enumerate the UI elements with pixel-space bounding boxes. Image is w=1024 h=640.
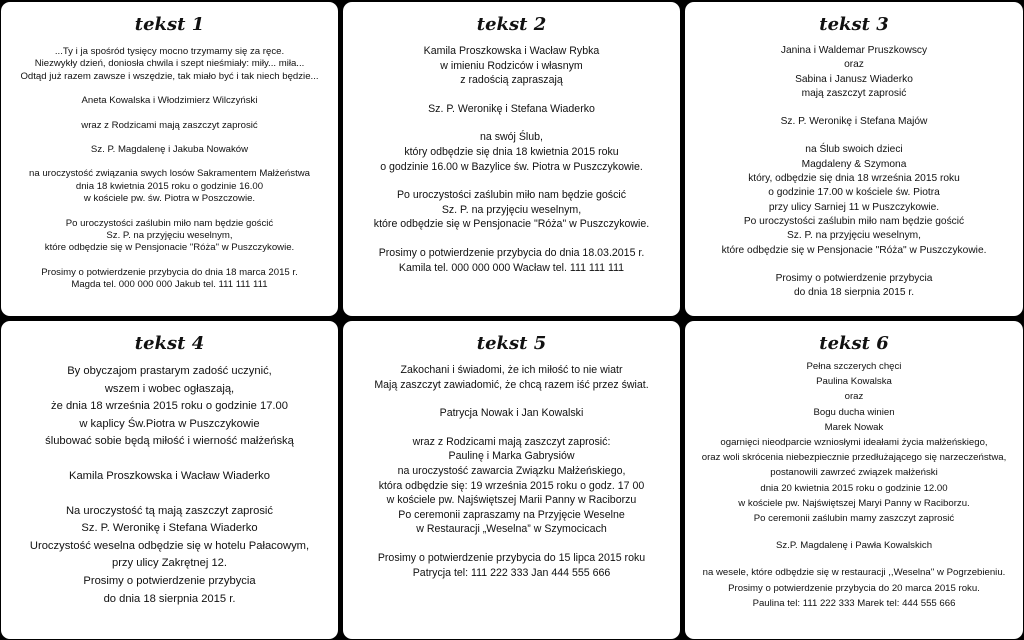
text-paragraph bbox=[349, 102, 674, 117]
text-line: o godzinie 17.00 w kościele św. Piotra bbox=[768, 187, 940, 199]
text-paragraph bbox=[7, 95, 332, 107]
text-line: wraz z Rodzicami mają zaszczyt zaprosić: bbox=[412, 435, 611, 448]
text-line: Paulinę i Marka Gabrysiów bbox=[448, 450, 575, 463]
text-line: Po uroczystości zaślubin miło nam będzie gościć bbox=[396, 189, 627, 202]
text-line: w Restauracji „Weselna” w Szymocicach bbox=[416, 523, 607, 536]
text-paragraph bbox=[691, 538, 1017, 553]
text-paragraph bbox=[349, 246, 674, 275]
text-paragraph bbox=[7, 468, 332, 486]
text-line: na uroczystość zawarcia Związku Małżeńskiego, bbox=[397, 464, 626, 477]
text-line: Pełna szczerych chęci bbox=[806, 361, 902, 372]
card-tekst-3 bbox=[685, 2, 1023, 316]
text-paragraph bbox=[349, 435, 674, 537]
text-paragraph bbox=[7, 503, 332, 609]
card-title: tekst 4 bbox=[134, 333, 205, 354]
text-paragraph bbox=[349, 551, 674, 580]
text-line: na wesele, które odbędzie się w restauracji ,,Weselna'' w Pogrzebieniu. bbox=[702, 567, 1006, 579]
text-line: Janina i Waldemar Pruszkowscy bbox=[780, 45, 928, 56]
text-line: Bogu ducha winien bbox=[813, 406, 895, 418]
text-line: Patrycja tel: 111 222 333 Jan 444 555 666 bbox=[412, 566, 611, 579]
card-body bbox=[349, 363, 674, 580]
text-line: Po uroczystości zaślubin miło nam będzie gościć bbox=[65, 217, 274, 229]
text-paragraph bbox=[7, 46, 332, 83]
card-body bbox=[7, 46, 332, 292]
text-line: Odtąd już razem zawsze i wszędzie, tak miało być i tak niech będzie... bbox=[20, 70, 319, 82]
text-line: Marek Nowak bbox=[824, 421, 884, 433]
text-line: że dnia 18 września 2015 roku o godzinie 17.00 bbox=[51, 400, 288, 413]
card-tekst-2 bbox=[343, 2, 680, 316]
text-line: w kościele pw. Najświętszej Maryi Panny w Raciborzu. bbox=[738, 497, 970, 509]
text-line: który, odbędzie się dnia 18 września 2015 roku bbox=[748, 173, 960, 185]
card-title: tekst 6 bbox=[819, 333, 889, 354]
text-paragraph bbox=[349, 130, 674, 174]
text-paragraph bbox=[7, 144, 332, 156]
text-line: Po ceremonii zaślubin mamy zaszczyt zaprosić bbox=[753, 513, 955, 525]
text-line: które odbędzie się w Pensjonacie "Róża" w Puszczykowie. bbox=[44, 242, 295, 254]
text-line: Paulina tel: 111 222 333 Marek tel: 444 555 666 bbox=[752, 597, 956, 609]
text-line: Sz.P. Magdalenę i Pawła Kowalskich bbox=[775, 540, 933, 552]
text-line: Aneta Kowalska i Włodzimierz Wilczyński bbox=[81, 95, 258, 107]
text-paragraph bbox=[349, 188, 674, 232]
text-line: Kamila Proszkowska i Wacław Wiaderko bbox=[68, 469, 270, 482]
text-paragraph bbox=[7, 267, 332, 292]
text-line: Magdaleny & Szymona bbox=[801, 158, 907, 170]
card-tekst-5 bbox=[343, 321, 680, 639]
text-line: ogarnięci nieodparcie wzniosłymi ideałami życia małżeńskiego, bbox=[720, 437, 988, 449]
text-line: Niezwykły dzień, doniosła chwila i szept nieśmiały: miły... miła... bbox=[34, 58, 305, 70]
text-paragraph bbox=[691, 565, 1017, 611]
text-line: Kamila tel. 000 000 000 Wacław tel. 111 111 111 bbox=[398, 261, 625, 274]
text-line: Sz. P. Magdalenę i Jakuba Nowaków bbox=[90, 144, 249, 156]
text-line: w imieniu Rodziców i własnym bbox=[440, 59, 583, 72]
card-body bbox=[7, 363, 332, 608]
text-line: wszem i wobec ogłaszają, bbox=[104, 382, 235, 395]
text-line: Magda tel. 000 000 000 Jakub tel. 111 111 111 bbox=[71, 279, 268, 291]
text-paragraph bbox=[691, 359, 1017, 526]
text-paragraph bbox=[691, 44, 1017, 101]
text-line: Sz. P. Weronikę i Stefana Wiaderko bbox=[81, 522, 258, 535]
text-paragraph bbox=[691, 143, 1017, 257]
text-line: Kamila Proszkowska i Wacław Rybka bbox=[423, 45, 600, 57]
text-paragraph bbox=[349, 44, 674, 88]
text-line: która odbędzie się: 19 września 2015 roku o godz. 17 00 bbox=[378, 479, 645, 492]
text-paragraph bbox=[691, 272, 1017, 301]
text-line: dnia 18 kwietnia 2015 roku o godzinie 16.00 bbox=[75, 180, 264, 192]
text-line: Patrycja Nowak i Jan Kowalski bbox=[439, 407, 584, 420]
text-line: Sz. P. Weronikę i Stefana Majów bbox=[780, 116, 928, 128]
card-tekst-6 bbox=[685, 321, 1023, 639]
card-body bbox=[691, 44, 1017, 300]
card-title: tekst 5 bbox=[476, 333, 547, 354]
text-line: Prosimy o potwierdzenie przybycia bbox=[775, 272, 933, 284]
card-body bbox=[349, 44, 674, 275]
text-line: Paulina Kowalska bbox=[816, 376, 892, 388]
text-line: Sz. P. Weronikę i Stefana Wiaderko bbox=[428, 102, 595, 115]
text-paragraph bbox=[7, 168, 332, 205]
text-line: Prosimy o potwierdzenie przybycia bbox=[83, 574, 256, 587]
text-line: dnia 20 kwietnia 2015 roku o godzinie 12.00 bbox=[760, 482, 948, 494]
text-line: na Ślub swoich dzieci bbox=[805, 144, 903, 156]
text-paragraph bbox=[7, 218, 332, 255]
text-line: w kaplicy Św.Piotra w Puszczykowie bbox=[79, 417, 260, 430]
text-line: mają zaszczyt zaprosić bbox=[801, 87, 907, 99]
text-line: wraz z Rodzicami mają zaszczyt zaprosić bbox=[81, 119, 258, 131]
text-line: oraz bbox=[844, 59, 864, 71]
text-line: oraz woli skrócenia niebezpiecznie przedłużającego się narzeczeństwa, bbox=[701, 452, 1007, 464]
text-line: na uroczystość związania swych losów Sakramentem Małżeństwa bbox=[29, 168, 310, 180]
text-line: w kościele pw. św. Piotra w Poszczowie. bbox=[83, 193, 256, 205]
text-line: Sz. P. na przyjęciu weselnym, bbox=[106, 230, 233, 242]
text-paragraph bbox=[691, 115, 1017, 129]
text-line: postanowili zawrzeć związek małżeński bbox=[770, 467, 938, 479]
card-body bbox=[691, 359, 1017, 611]
text-paragraph bbox=[349, 406, 674, 421]
text-line: oraz bbox=[844, 391, 864, 403]
text-line: Sabina i Janusz Wiaderko bbox=[795, 73, 913, 85]
text-line: Sz. P. na przyjęciu weselnym, bbox=[441, 203, 582, 216]
text-paragraph bbox=[7, 363, 332, 451]
card-title: tekst 3 bbox=[819, 14, 889, 35]
text-line: do dnia 18 sierpnia 2015 r. bbox=[103, 592, 236, 605]
text-line: By obyczajom prastarym zadość uczynić, bbox=[67, 365, 272, 377]
text-line: który odbędzie się dnia 18 kwietnia 2015 roku bbox=[404, 145, 619, 158]
text-line: Prosimy o potwierdzenie przybycia do 20 marca 2015 roku. bbox=[728, 582, 980, 594]
text-line: Uroczystość weselna odbędzie się w hotelu Pałacowym, bbox=[29, 539, 310, 552]
text-line: Mają zaszczyt zawiadomić, że chcą razem iść przez świat. bbox=[374, 378, 649, 391]
text-line: ślubować sobie będą miłość i wierność małżeńską bbox=[45, 435, 294, 448]
text-line: Prosimy o potwierdzenie przybycia do 15 lipca 2015 roku bbox=[377, 551, 646, 564]
text-line: przy ulicy Zakrętnej 12. bbox=[111, 557, 228, 570]
text-line: Prosimy o potwierdzenie przybycia do dnia 18 marca 2015 r. bbox=[41, 266, 298, 278]
text-line: z radością zapraszają bbox=[460, 74, 563, 87]
text-line: w kościele pw. Najświętszej Marii Panny w Raciborzu bbox=[386, 494, 637, 507]
text-paragraph bbox=[7, 120, 332, 132]
text-line: o godzinie 16.00 w Bazylice św. Piotra w Puszczykowie. bbox=[380, 160, 643, 173]
text-line: Po ceremonii zapraszamy na Przyjęcie Weselne bbox=[398, 508, 625, 521]
text-line: Na uroczystość tą mają zaszczyt zaprosić bbox=[65, 504, 274, 517]
text-line: Zakochani i świadomi, że ich miłość to nie wiatr bbox=[400, 364, 623, 376]
card-tekst-4 bbox=[1, 321, 338, 639]
card-title: tekst 1 bbox=[134, 14, 205, 35]
card-title: tekst 2 bbox=[476, 14, 547, 35]
text-line: ...Ty i ja spośród tysięcy mocno trzymamy się za ręce. bbox=[54, 46, 285, 57]
text-line: Prosimy o potwierdzenie przybycia do dnia 18.03.2015 r. bbox=[378, 246, 645, 259]
text-line: do dnia 18 sierpnia 2015 r. bbox=[793, 287, 915, 299]
text-line: na swój Ślub, bbox=[479, 131, 543, 144]
text-line: Po uroczystości zaślubin miło nam będzie gościć bbox=[743, 215, 965, 227]
text-line: które odbędzie się w Pensjonacie "Róża" w Puszczykowie. bbox=[373, 218, 650, 231]
text-line: przy ulicy Sarniej 11 w Puszczykowie. bbox=[768, 201, 940, 213]
text-paragraph bbox=[349, 363, 674, 392]
card-tekst-1 bbox=[1, 2, 338, 316]
text-line: Sz. P. na przyjęciu weselnym, bbox=[786, 230, 921, 242]
text-line: które odbędzie się w Pensjonacie "Róża" w Puszczykowie. bbox=[721, 244, 987, 256]
